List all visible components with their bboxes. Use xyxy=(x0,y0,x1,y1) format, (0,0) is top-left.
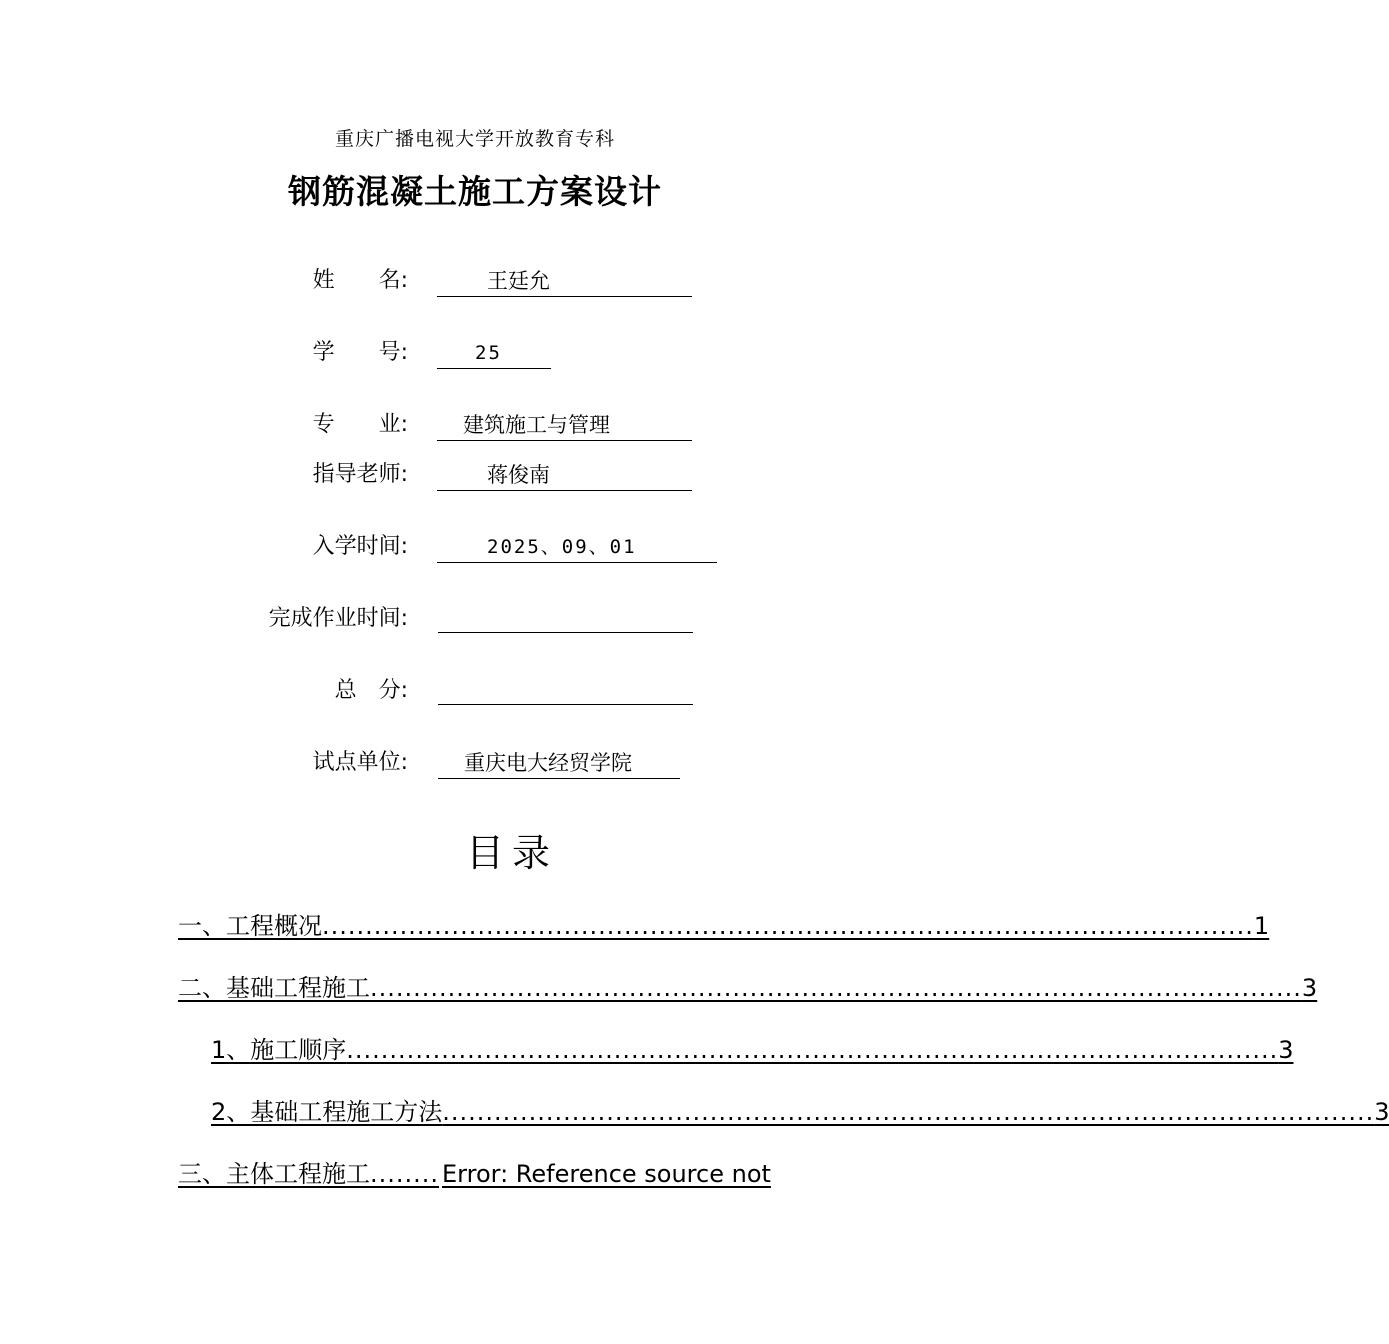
toc-entry-page: 1 xyxy=(1253,912,1270,940)
advisor-label: 指导老师: xyxy=(312,462,408,487)
major-value: 建筑施工与管理 xyxy=(463,413,610,437)
student-id-value: 25 xyxy=(475,342,502,364)
pilot-unit-field xyxy=(438,748,680,779)
pilot-unit-label: 试点单位: xyxy=(312,750,408,775)
toc-entry[interactable] xyxy=(211,1096,1389,1128)
toc-entry[interactable] xyxy=(178,910,1270,942)
toc-entry[interactable] xyxy=(178,972,1318,1004)
toc-leader: ............................................................................................................ xyxy=(442,1098,1375,1126)
document-subtitle: 重庆广播电视大学开放教育专科 xyxy=(334,128,615,150)
enrollment-label: 入学时间: xyxy=(312,534,408,559)
toc-entry-page: Error: Reference source not xyxy=(442,1160,771,1188)
enrollment-value: 2025、09、01 xyxy=(487,536,637,558)
toc-entry[interactable] xyxy=(178,1158,805,1190)
major-field xyxy=(437,410,692,441)
student-id-label: 学 号: xyxy=(312,340,408,365)
toc-entry-text: 1、施工顺序 xyxy=(211,1036,347,1064)
student-id-field xyxy=(437,338,551,369)
advisor-field xyxy=(437,460,692,491)
document-title: 钢筋混凝土施工方案设计 xyxy=(288,172,662,211)
score-label: 总 分: xyxy=(334,678,408,703)
toc-entry-text: 一、工程概况 xyxy=(178,912,322,940)
name-label: 姓 名: xyxy=(312,268,408,293)
toc-leader: ............................................................................................................ xyxy=(346,1036,1279,1064)
toc-entry-page: 3 xyxy=(1301,974,1318,1002)
toc-entry[interactable] xyxy=(211,1034,1294,1066)
enrollment-field xyxy=(437,532,717,563)
toc-entry-text: 2、基础工程施工方法 xyxy=(211,1098,443,1126)
pilot-unit-value: 重庆电大经贸学院 xyxy=(464,751,632,775)
name-field xyxy=(437,266,692,297)
toc-leader: ........ xyxy=(370,1160,440,1188)
toc-entry-text: 三、主体工程施工 xyxy=(178,1160,370,1188)
toc-entry-text: 二、基础工程施工 xyxy=(178,974,370,1002)
name-value: 王廷允 xyxy=(487,269,550,293)
major-label: 专 业: xyxy=(312,412,408,437)
toc-leader: ............................................................................................................ xyxy=(322,912,1254,940)
advisor-value: 蒋俊南 xyxy=(487,463,550,487)
toc-entry-page: 3 xyxy=(1374,1098,1389,1126)
toc-leader: ............................................................................................................ xyxy=(370,974,1302,1002)
toc-title: 目录 xyxy=(465,831,558,875)
completion-label: 完成作业时间: xyxy=(268,606,408,631)
completion-field xyxy=(438,604,693,633)
score-field xyxy=(438,676,693,705)
toc-entry-page: 3 xyxy=(1278,1036,1294,1064)
